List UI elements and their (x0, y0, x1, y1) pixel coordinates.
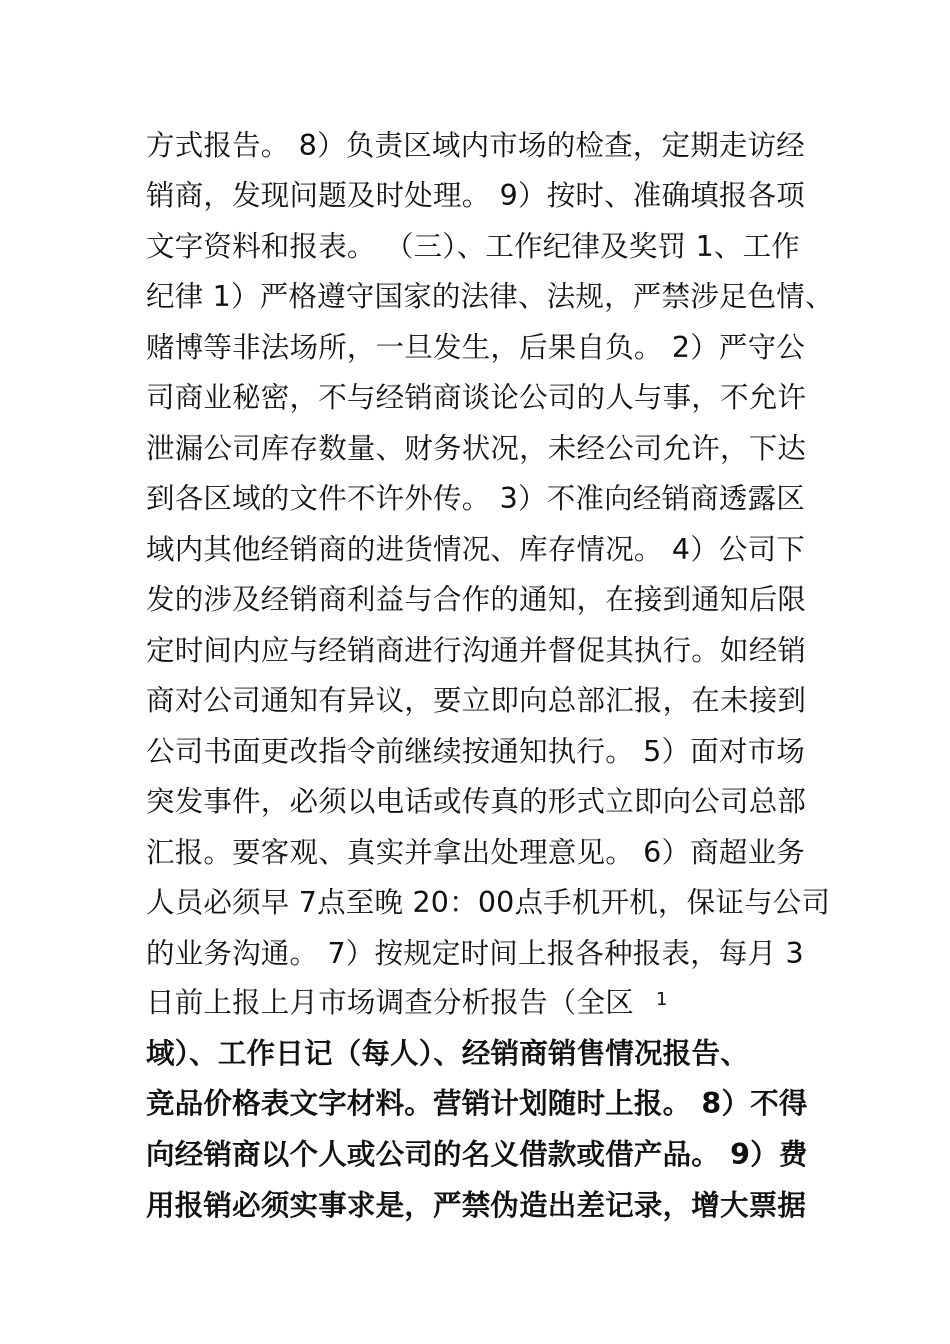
text-line: 销商，发现问题及时处理。 9）按时、准确填报各项 (146, 179, 805, 212)
bold-text-line: 用报销必须实事求是，严禁伪造出差记录，增大票据 (146, 1189, 807, 1222)
text-line: 定时间内应与经销商进行沟通并督促其执行。如经销 (146, 634, 807, 667)
bold-text-line: 向经销商以个人或公司的名义借款或借产品。 9）费 (146, 1138, 808, 1171)
text-line: 域内其他经销商的进货情况、库存情况。 4）公司下 (146, 533, 805, 566)
text-line: 商对公司通知有异议，要立即向总部汇报，在未接到 (146, 684, 807, 717)
text-line: 日前上报上月市场调查分析报告（全区 (146, 986, 634, 1019)
text-line: 文字资料和报表。 （三）、工作纪律及奖罚 1、工作 (146, 230, 801, 263)
bold-text-line: 竞品价格表文字材料。营销计划随时上报。 8）不得 (146, 1087, 808, 1120)
text-line: 司商业秘密，不与经销商谈论公司的人与事，不允许 (146, 381, 807, 414)
text-line: 汇报。要客观、真实并拿出处理意见。 6）商超业务 (146, 836, 805, 869)
text-line: 方式报告。 8）负责区域内市场的检查，定期走访经 (146, 129, 805, 162)
text-line: 的业务沟通。 7）按规定时间上报各种报表，每月 3 (146, 937, 804, 970)
text-line: 公司书面更改指令前继续按通知执行。 5）面对市场 (146, 735, 805, 768)
bold-text-line: 域）、工作日记（每人）、经销商销售情况报告、 (146, 1037, 749, 1070)
text-line: 赌博等非法场所，一旦发生，后果自负。 2）严守公 (146, 331, 805, 364)
text-line: 纪律 1）严格遵守国家的法律、法规，严禁涉足色情、 (146, 280, 834, 313)
text-line: 突发事件，必须以电话或传真的形式立即向公司总部 (146, 785, 807, 818)
text-line: 泄漏公司库存数量、财务状况，未经公司允许，下达 (146, 432, 807, 465)
text-line: 到各区域的文件不许外传。 3）不准向经销商透露区 (146, 482, 805, 515)
text-line: 人员必须早 7点至晚 20：00点手机开机，保证与公司 (146, 886, 831, 919)
page-number: 1 (656, 989, 668, 1010)
text-line: 发的涉及经销商利益与合作的通知，在接到通知后限 (146, 583, 807, 616)
